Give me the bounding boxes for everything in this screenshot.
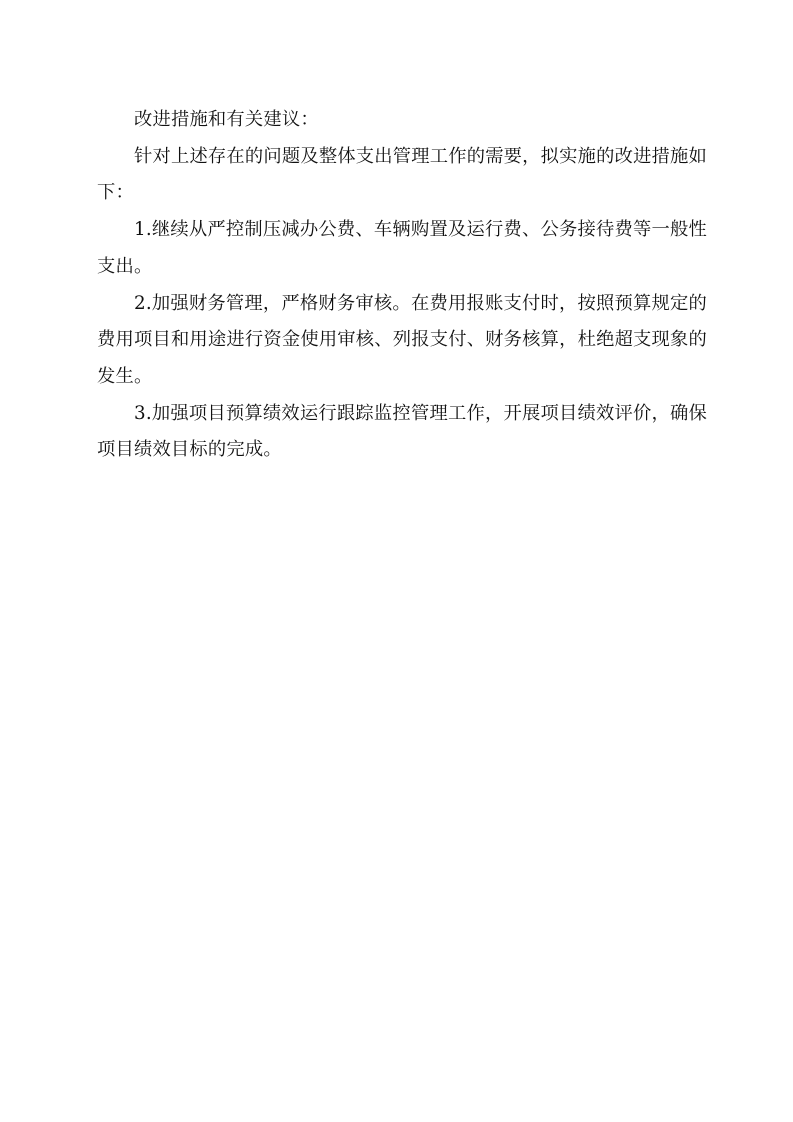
measure-item-2: 2.加强财务管理，严格财务审核。在费用报账支付时，按照预算规定的费用项目和用途进行资金使用审核、列报支付、财务核算，杜绝超支现象的发生。	[97, 292, 707, 387]
measure-item-3: 3.加强项目预算绩效运行跟踪监控管理工作，开展项目绩效评价，确保项目绩效目标的完成。	[97, 402, 707, 461]
intro-paragraph: 针对上述存在的问题及整体支出管理工作的需要，拟实施的改进措施如下：	[97, 145, 707, 204]
section-heading: 改进措施和有关建议：	[134, 109, 319, 130]
document-body	[97, 102, 707, 469]
measure-item-1: 1.继续从严控制压减办公费、车辆购置及运行费、公务接待费等一般性支出。	[97, 219, 707, 277]
